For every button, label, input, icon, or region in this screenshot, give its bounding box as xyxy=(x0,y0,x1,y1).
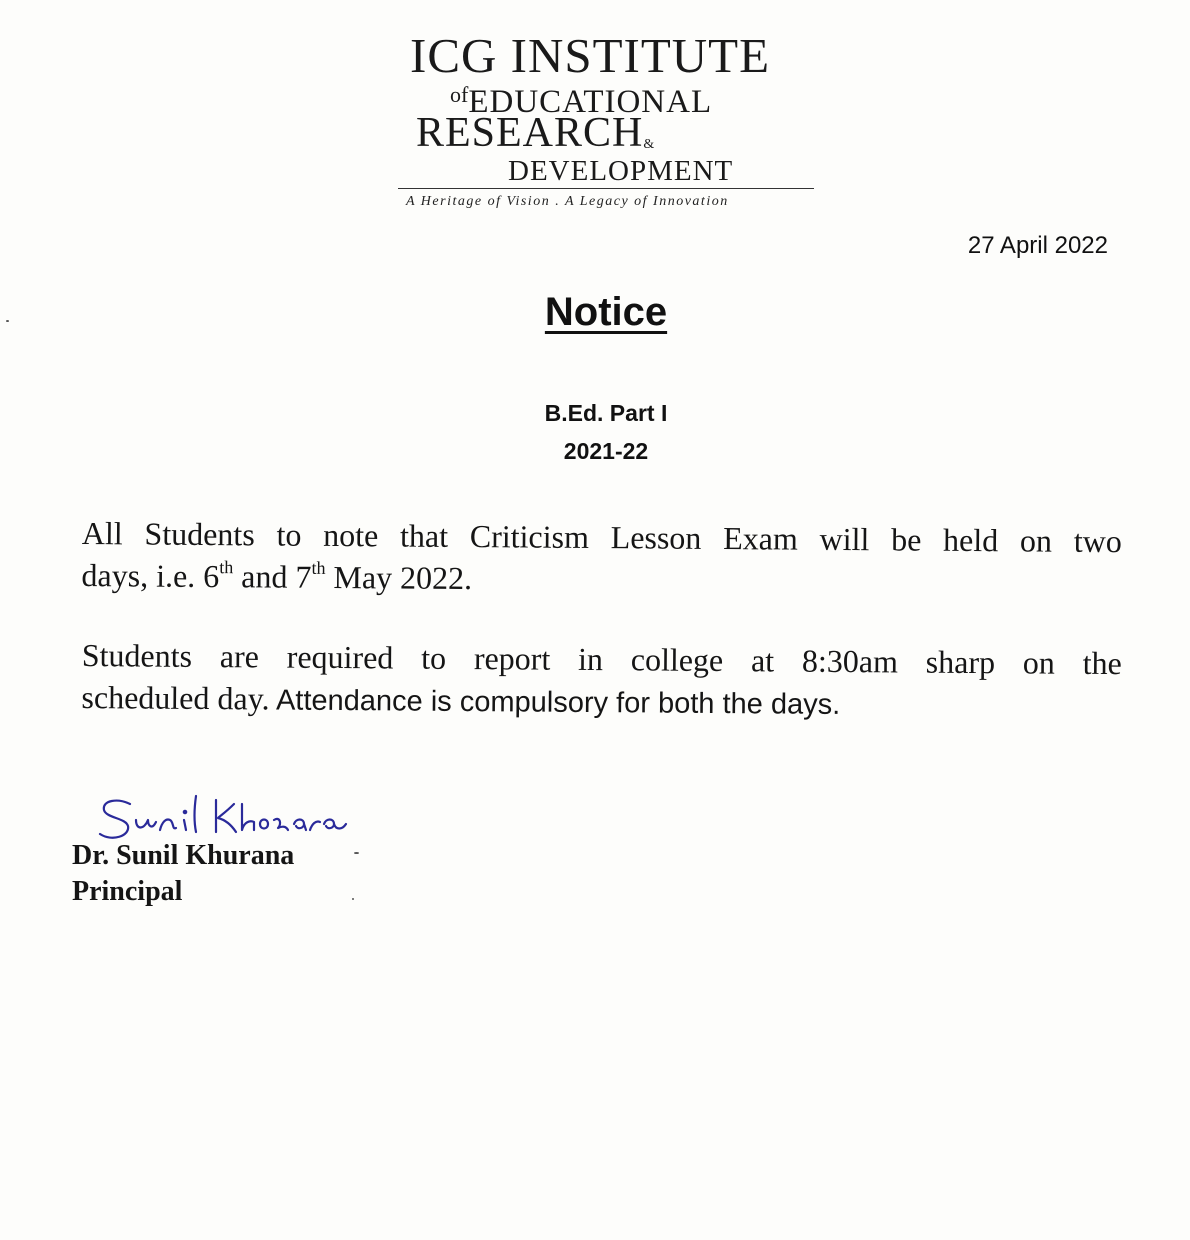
paragraph-1-sup-2: th xyxy=(311,557,326,578)
paper-speck xyxy=(352,898,354,900)
institute-name-line1: ICG INSTITUTE xyxy=(410,28,771,83)
notice-class: B.Ed. Part I xyxy=(544,400,668,426)
notice-date: 27 April 2022 xyxy=(967,232,1108,259)
paragraph-2-text-b: Attendance is compulsory for both the days. xyxy=(269,684,841,721)
notice-session: 2021-22 xyxy=(563,438,649,464)
institute-tagline: A Heritage of Vision . A Legacy of Innovation xyxy=(406,194,729,209)
letterhead xyxy=(398,28,818,218)
notice-title: Notice xyxy=(544,290,668,334)
letterhead-divider xyxy=(398,188,814,189)
paragraph-2-line-2 xyxy=(81,679,840,721)
paragraph-1-line-1: All Students to note that Criticism Lesson Exam will be held on two xyxy=(81,514,1122,560)
institute-name-educational: EDUCATIONAL xyxy=(468,84,713,120)
notice-paragraph-1 xyxy=(81,512,1122,604)
paragraph-1-text-a: days, i.e. 6 xyxy=(81,556,220,595)
signatory-title: Principal xyxy=(72,876,183,907)
notice-paragraph-2 xyxy=(81,634,1122,728)
institute-name-research: RESEARCH xyxy=(416,110,644,156)
institute-name-of: of xyxy=(450,82,469,107)
paragraph-1-text-b: and 7 xyxy=(233,558,312,595)
institute-name-line4: DEVELOPMENT xyxy=(508,155,734,187)
signatory-name: Dr. Sunil Khurana xyxy=(72,840,295,871)
paragraph-1-text-c: May 2022. xyxy=(325,558,473,597)
paragraph-1-sup-1: th xyxy=(219,557,234,578)
paragraph-2-text-a: scheduled day. xyxy=(81,678,270,717)
paper-speck xyxy=(6,320,9,322)
paper-speck xyxy=(354,852,359,854)
paragraph-2-line-1: Students are required to report in college at 8:30am sharp on the xyxy=(81,636,1122,682)
institute-name-ampersand: & xyxy=(643,137,656,152)
paragraph-1-line-2 xyxy=(81,557,472,596)
